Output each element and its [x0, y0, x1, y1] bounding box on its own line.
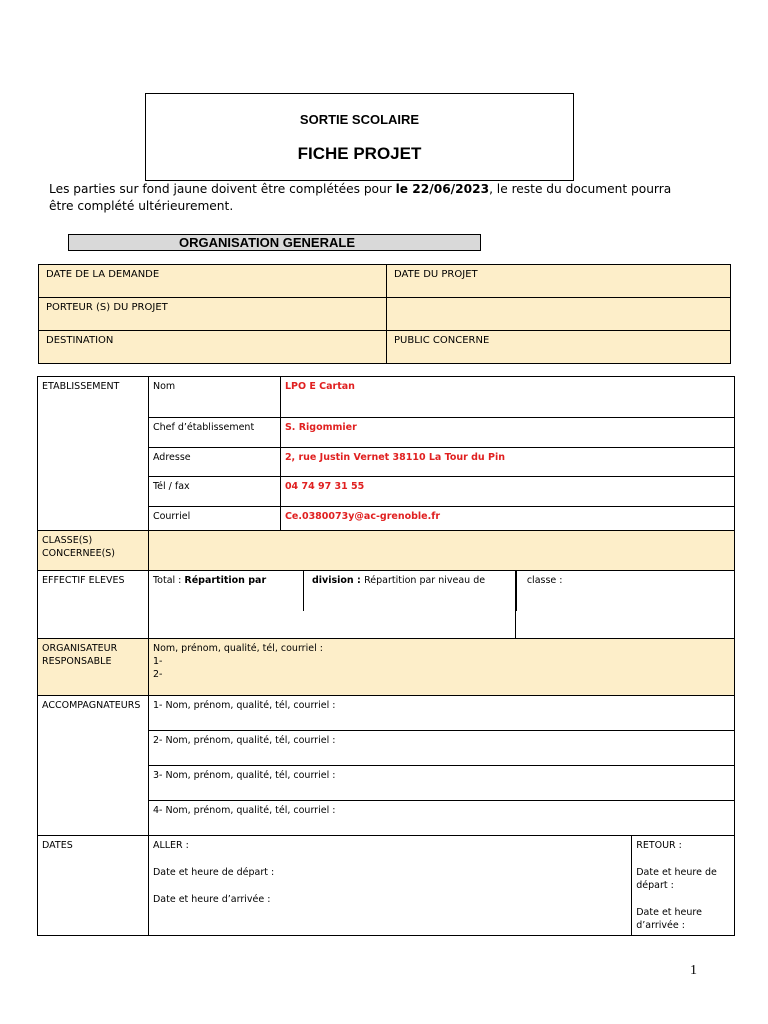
- organisateur-item-1: 1-: [152, 656, 163, 667]
- porteur-value-cell[interactable]: [387, 298, 731, 331]
- adresse-value[interactable]: 2, rue Justin Vernet 38110 La Tour du Pin: [280, 448, 734, 477]
- effectif-division: [304, 571, 515, 611]
- organisateur-item-2: 2-: [152, 669, 163, 680]
- classes-label: CLASSE(S) CONCERNEE(S): [38, 531, 149, 571]
- page-number: 1: [690, 963, 697, 978]
- date-projet-label: DATE DU PROJET: [394, 269, 478, 280]
- accompagnateur-4[interactable]: 4- Nom, prénom, qualité, tél, courriel :: [148, 801, 734, 836]
- total-bold: Répartition par: [184, 575, 267, 586]
- total-label: Total :: [152, 575, 185, 586]
- destination-cell[interactable]: [39, 331, 387, 364]
- date-demande-cell[interactable]: [39, 265, 387, 298]
- title-box: [145, 93, 574, 181]
- chef-value[interactable]: S. Rigommier: [280, 418, 734, 448]
- aller-label: ALLER :: [152, 840, 189, 851]
- aller-cell[interactable]: [148, 836, 631, 936]
- classe-text: classe :: [516, 571, 734, 611]
- public-cell[interactable]: [387, 331, 731, 364]
- organisateur-line: Nom, prénom, qualité, tél, courriel :: [152, 643, 323, 654]
- accompagnateur-3[interactable]: 3- Nom, prénom, qualité, tél, courriel :: [148, 766, 734, 801]
- division-bold: division :: [311, 575, 365, 586]
- effectif-classe-cell[interactable]: [515, 571, 734, 639]
- retour-arrivee: Date et heure d’arrivée :: [636, 907, 702, 931]
- details-table: [37, 376, 735, 936]
- porteur-label: PORTEUR (S) DU PROJET: [46, 302, 168, 313]
- nom-value[interactable]: LPO E Cartan: [280, 377, 734, 418]
- tel-value[interactable]: 04 74 97 31 55: [280, 477, 734, 507]
- accompagnateurs-label: ACCOMPAGNATEURS: [38, 696, 149, 836]
- accompagnateur-1[interactable]: 1- Nom, prénom, qualité, tél, courriel :: [148, 696, 734, 731]
- courriel-label: Courriel: [148, 507, 280, 531]
- porteur-cell[interactable]: [39, 298, 387, 331]
- aller-depart: Date et heure de départ :: [152, 867, 275, 878]
- dates-label: DATES: [38, 836, 149, 936]
- etablissement-label: ETABLISSEMENT: [38, 377, 149, 531]
- retour-depart: Date et heure de départ :: [636, 867, 717, 891]
- organisateur-cell[interactable]: [148, 639, 734, 696]
- intro-date: le 22/06/2023: [395, 182, 490, 196]
- adresse-label: Adresse: [148, 448, 280, 477]
- courriel-value[interactable]: Ce.0380073y@ac-grenoble.fr: [280, 507, 734, 531]
- date-projet-cell[interactable]: [387, 265, 731, 298]
- title-line-1: SORTIE SCOLAIRE: [299, 112, 420, 127]
- chef-label: Chef d’établissement: [148, 418, 280, 448]
- intro-part2: , le reste du document pourra être complété ultérieurement.: [49, 182, 672, 213]
- title-line-2: FICHE PROJET: [297, 144, 422, 163]
- intro-text: [49, 181, 689, 215]
- section-title: ORGANISATION GENERALE: [68, 234, 481, 251]
- retour-cell[interactable]: [632, 836, 735, 936]
- destination-label: DESTINATION: [46, 335, 114, 346]
- date-demande-label: DATE DE LA DEMANDE: [46, 269, 160, 280]
- tel-label: Tél / fax: [148, 477, 280, 507]
- intro-part1: Les parties sur fond jaune doivent être complétées pour: [49, 182, 396, 196]
- nom-label: Nom: [148, 377, 280, 418]
- aller-arrivee: Date et heure d’arrivée :: [152, 894, 271, 905]
- public-label: PUBLIC CONCERNE: [394, 335, 490, 346]
- accompagnateur-2[interactable]: 2- Nom, prénom, qualité, tél, courriel :: [148, 731, 734, 766]
- effectif-label: EFFECTIF ELEVES: [38, 571, 149, 639]
- classes-value[interactable]: [148, 531, 734, 571]
- effectif-total: [149, 571, 304, 611]
- division-text: Répartition par niveau de: [364, 575, 486, 586]
- organisation-table: [38, 264, 731, 364]
- retour-label: RETOUR :: [636, 840, 682, 851]
- effectif-cell[interactable]: [148, 571, 515, 639]
- organisateur-label: ORGANISATEUR RESPONSABLE: [38, 639, 149, 696]
